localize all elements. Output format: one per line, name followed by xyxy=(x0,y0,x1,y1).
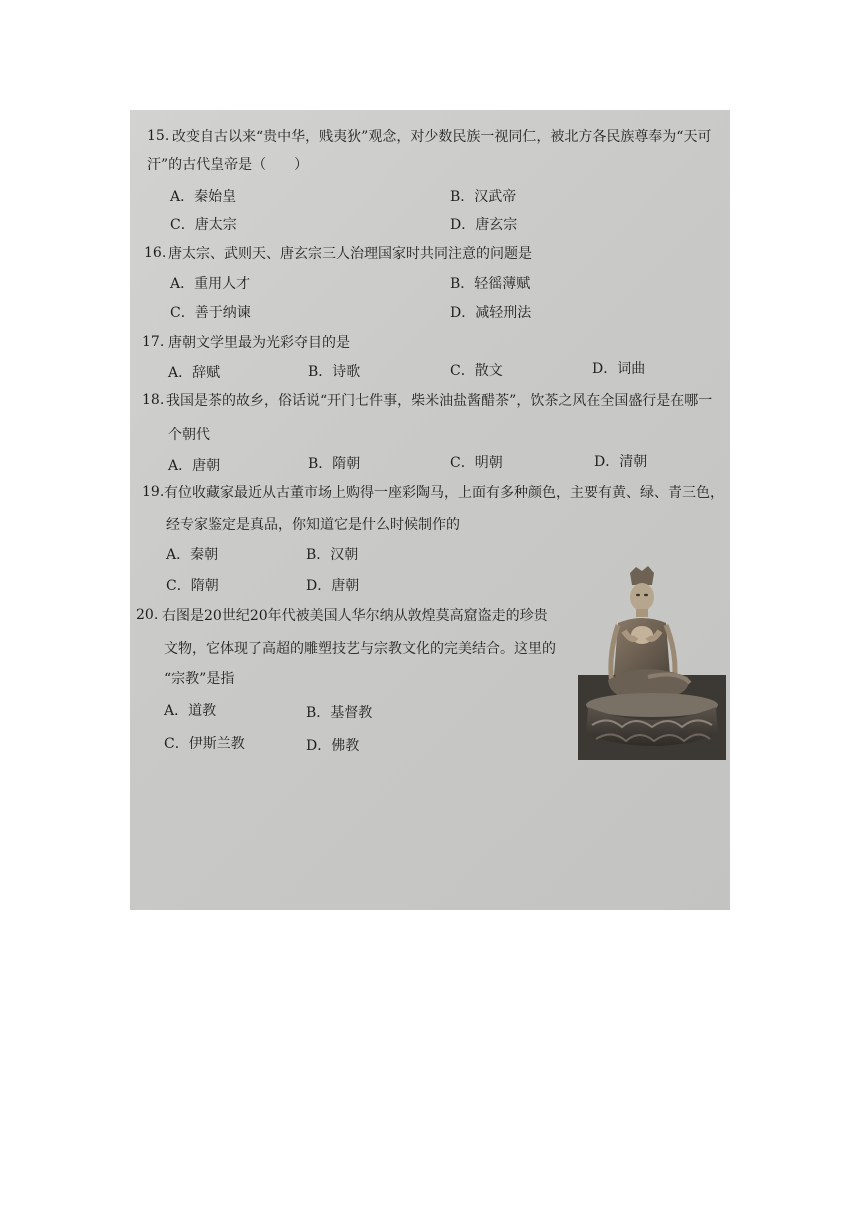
option-a[interactable]: A．秦朝 xyxy=(166,547,219,563)
question-stem-line: 有位收藏家最近从古董市场上购得一座彩陶马，上面有多种颜色，主要有黄、绿、青三色， xyxy=(164,485,724,501)
option-b[interactable]: B．汉朝 xyxy=(306,547,359,563)
option-c[interactable]: C．善于纳谏 xyxy=(170,305,251,321)
bodhisattva-statue-image xyxy=(578,565,726,760)
option-a[interactable]: A．道教 xyxy=(164,703,217,719)
option-c[interactable]: C．散文 xyxy=(450,363,503,379)
option-c[interactable]: C．唐太宗 xyxy=(170,217,237,233)
question-stem-line: 我国是茶的故乡，俗话说“开门七件事，柴米油盐酱醋茶”，饮茶之风在全国盛行是在哪一 xyxy=(166,393,713,409)
question-stem-line: 经专家鉴定是真品，你知道它是什么时候制作的 xyxy=(166,517,460,533)
option-a[interactable]: A．辞赋 xyxy=(168,365,221,381)
question-number: 17. xyxy=(142,334,165,350)
option-a[interactable]: A．唐朝 xyxy=(168,458,221,474)
option-d[interactable]: D．减轻刑法 xyxy=(450,305,532,321)
option-b[interactable]: B．基督教 xyxy=(306,705,373,721)
option-b[interactable]: B．诗歌 xyxy=(308,364,361,380)
option-c[interactable]: C．隋朝 xyxy=(166,578,219,594)
option-a[interactable]: A．秦始皇 xyxy=(170,189,237,205)
question-stem-line: 右图是20世纪20年代被美国人华尔纳从敦煌莫高窟盗走的珍贵 xyxy=(162,608,548,624)
question-stem-line: 汗”的古代皇帝是（ ） xyxy=(147,157,309,173)
question-number: 19. xyxy=(142,484,165,500)
question-stem-line: 唐太宗、武则天、唐玄宗三人治理国家时共同注意的问题是 xyxy=(168,246,532,262)
question-stem-line: 个朝代 xyxy=(168,427,210,443)
question-number: 20. xyxy=(136,607,159,623)
option-b[interactable]: B．汉武帝 xyxy=(450,189,517,205)
option-d[interactable]: D．唐玄宗 xyxy=(450,217,518,233)
option-c[interactable]: C．伊斯兰教 xyxy=(164,736,245,752)
question-number: 16. xyxy=(144,245,167,261)
option-a[interactable]: A．重用人才 xyxy=(170,276,251,292)
question-number: 15. xyxy=(147,128,170,144)
question-number: 18. xyxy=(142,392,165,408)
question-stem-line: “宗教”是指 xyxy=(164,671,235,687)
option-d[interactable]: D．清朝 xyxy=(594,454,648,470)
question-stem-line: 文物，它体现了高超的雕塑技艺与宗教文化的完美结合。这里的 xyxy=(164,641,556,657)
option-b[interactable]: B．隋朝 xyxy=(308,456,361,472)
option-d[interactable]: D．词曲 xyxy=(592,361,646,377)
option-c[interactable]: C．明朝 xyxy=(450,455,503,471)
question-stem-line: 唐朝文学里最为光彩夺目的是 xyxy=(168,335,350,351)
option-b[interactable]: B．轻徭薄赋 xyxy=(450,276,531,292)
question-stem-line: 改变自古以来“贵中华，贱夷狄”观念，对少数民族一视同仁，被北方各民族尊奉为“天可 xyxy=(172,129,712,145)
exam-page-photo xyxy=(130,110,730,910)
option-d[interactable]: D．佛教 xyxy=(306,738,360,754)
option-d[interactable]: D．唐朝 xyxy=(306,578,360,594)
